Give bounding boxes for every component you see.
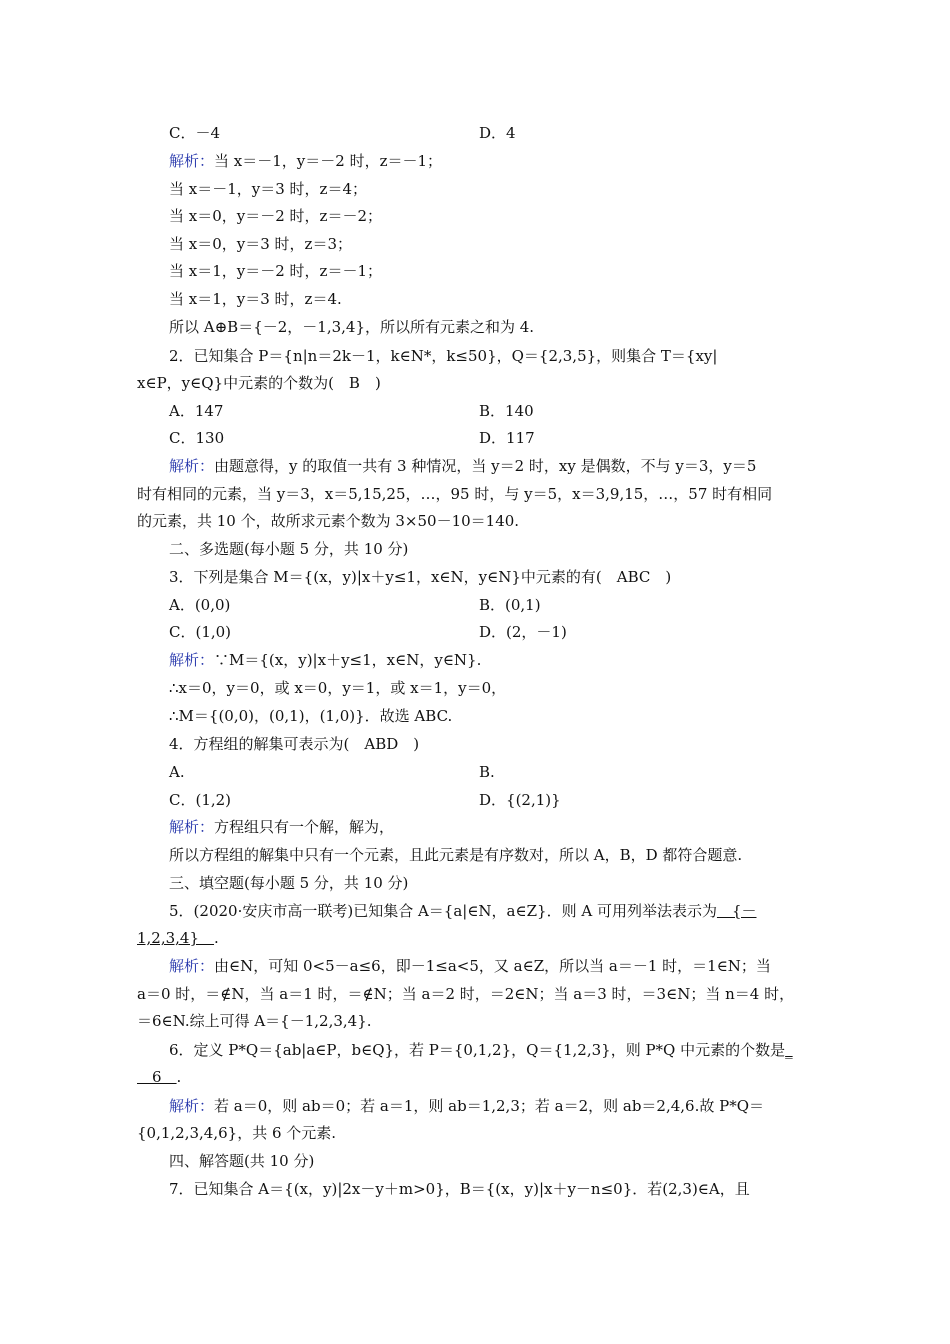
solution-text: 由∈N，可知 0<5－a≤6，即－1≤a<5，又 a∈Z，所以当 a＝－1 时，＝1∈N；当 — [214, 957, 771, 975]
solution-label: 解析： — [169, 1097, 215, 1115]
question-text: . — [214, 929, 219, 947]
solution-label: 解析： — [169, 152, 215, 170]
question-5 — [169, 901, 757, 921]
solution-text: 当 x＝－1，y＝－2 时，z＝－1； — [214, 152, 443, 170]
question-7: 7．已知集合 A＝{(x，y)|2x－y＋m>0}，B＝{(x，y)|x＋y－n≤0}．若(2,3)∈A，且 — [169, 1180, 750, 1198]
answer-blank: {－ — [716, 902, 757, 920]
question-4: 4．方程组的解集可表示为( ABD ) — [169, 735, 420, 753]
solution-line: ＝6∈N.综上可得 A＝{－1,2,3,4}. — [137, 1012, 372, 1030]
question-6 — [169, 1040, 793, 1060]
answer-blank: 1,2,3,4} — [137, 929, 215, 947]
solution-line: ∴M＝{(0,0)，(0,1)，(1,0)}．故选 ABC. — [169, 707, 453, 725]
solution-conclusion: 所以 A⊕B＝{－2，－1,3,4}，所以所有元素之和为 4. — [169, 318, 535, 336]
option-d: D．(2，－1) — [479, 623, 567, 641]
question-3: 3．下列是集合 M＝{(x，y)|x＋y≤1，x∈N，y∈N}中元素的有( ABC ) — [169, 568, 672, 586]
solution-line: 当 x＝0，y＝－2 时，z＝－2； — [169, 207, 383, 225]
answer-blank: _ — [785, 1041, 793, 1059]
question-6-cont — [137, 1067, 181, 1087]
option-c: C．130 — [169, 429, 225, 447]
option-b: B. — [479, 763, 495, 781]
solution-label: 解析： — [169, 957, 215, 975]
option-c: C．(1,0) — [169, 623, 232, 641]
solution-line: 所以方程组的解集中只有一个元素，且此元素是有序数对，所以 A，B，D 都符合题意. — [169, 846, 743, 864]
solution-text: 由题意得，y 的取值一共有 3 种情况，当 y＝2 时，xy 是偶数，不与 y＝3，y＝5 — [214, 457, 757, 475]
section-heading: 三、填空题(每小题 5 分，共 10 分) — [169, 874, 409, 892]
solution-line — [169, 817, 394, 837]
solution-label: 解析： — [169, 651, 215, 669]
solution-line: 当 x＝－1，y＝3 时，z＝4； — [169, 180, 368, 198]
question-2-cont: x∈P，y∈Q}中元素的个数为( B ) — [137, 374, 381, 392]
solution-line — [169, 956, 771, 976]
option-c: C．(1,2) — [169, 791, 232, 809]
solution-line — [169, 650, 481, 670]
option-b: B．(0,1) — [479, 596, 541, 614]
section-heading: 四、解答题(共 10 分) — [169, 1152, 315, 1170]
question-2: 2．已知集合 P＝{n|n＝2k－1，k∈N*，k≤50}，Q＝{2,3,5}，则集合 T＝{xy| — [169, 347, 718, 365]
option-c: C．－4 — [169, 124, 221, 142]
question-text: 6．定义 P*Q＝{ab|a∈P，b∈Q}，若 P＝{0,1,2}，Q＝{1,2,3}，则 P*Q 中元素的个数是 — [169, 1041, 786, 1059]
option-d: D．{(2,1)} — [479, 791, 561, 809]
option-a: A．147 — [169, 402, 224, 420]
solution-line: 当 x＝1，y＝－2 时，z＝－1； — [169, 262, 383, 280]
solution-line — [169, 151, 442, 171]
option-d: D．4 — [479, 124, 516, 142]
question-text: 5．(2020·安庆市高一联考)已知集合 A＝{a|∈N，a∈Z}．则 A 可用列举法表示为 — [169, 902, 717, 920]
answer-blank: 6 — [137, 1068, 177, 1086]
solution-text: 若 a＝0，则 ab＝0；若 a＝1，则 ab＝1,2,3；若 a＝2，则 ab＝2,4,6.故 P*Q＝ — [214, 1097, 765, 1115]
solution-text: ∵M＝{(x，y)|x＋y≤1，x∈N，y∈N}. — [214, 651, 482, 669]
solution-line: ∴x＝0，y＝0，或 x＝0，y＝1，或 x＝1，y＝0， — [169, 679, 507, 697]
solution-line — [169, 1096, 764, 1116]
solution-line: 的元素，共 10 个，故所求元素个数为 3×50－10＝140. — [137, 512, 520, 530]
option-a: A．(0,0) — [169, 596, 231, 614]
solution-line: 当 x＝0，y＝3 时，z＝3； — [169, 235, 353, 253]
option-b: B．140 — [479, 402, 534, 420]
option-d: D．117 — [479, 429, 535, 447]
question-text: . — [176, 1068, 182, 1086]
section-heading: 二、多选题(每小题 5 分，共 10 分) — [169, 540, 409, 558]
solution-line: {0,1,2,3,4,6}，共 6 个元素. — [137, 1124, 337, 1142]
solution-label: 解析： — [169, 457, 215, 475]
option-a: A. — [169, 763, 185, 781]
question-5-cont — [137, 928, 219, 948]
solution-text: 方程组只有一个解，解为， — [214, 818, 395, 836]
solution-line: 当 x＝1，y＝3 时，z＝4. — [169, 290, 342, 308]
solution-line: a＝0 时，＝∉N，当 a＝1 时，＝∉N；当 a＝2 时，＝2∈N；当 a＝3 时，＝3∈N；当 n＝4 时， — [137, 985, 795, 1003]
solution-line — [169, 456, 756, 476]
solution-label: 解析： — [169, 818, 215, 836]
solution-line: 时有相同的元素，当 y＝3，x＝5,15,25，…，95 时，与 y＝5，x＝3,9,15，…，57 时有相同 — [137, 485, 773, 503]
